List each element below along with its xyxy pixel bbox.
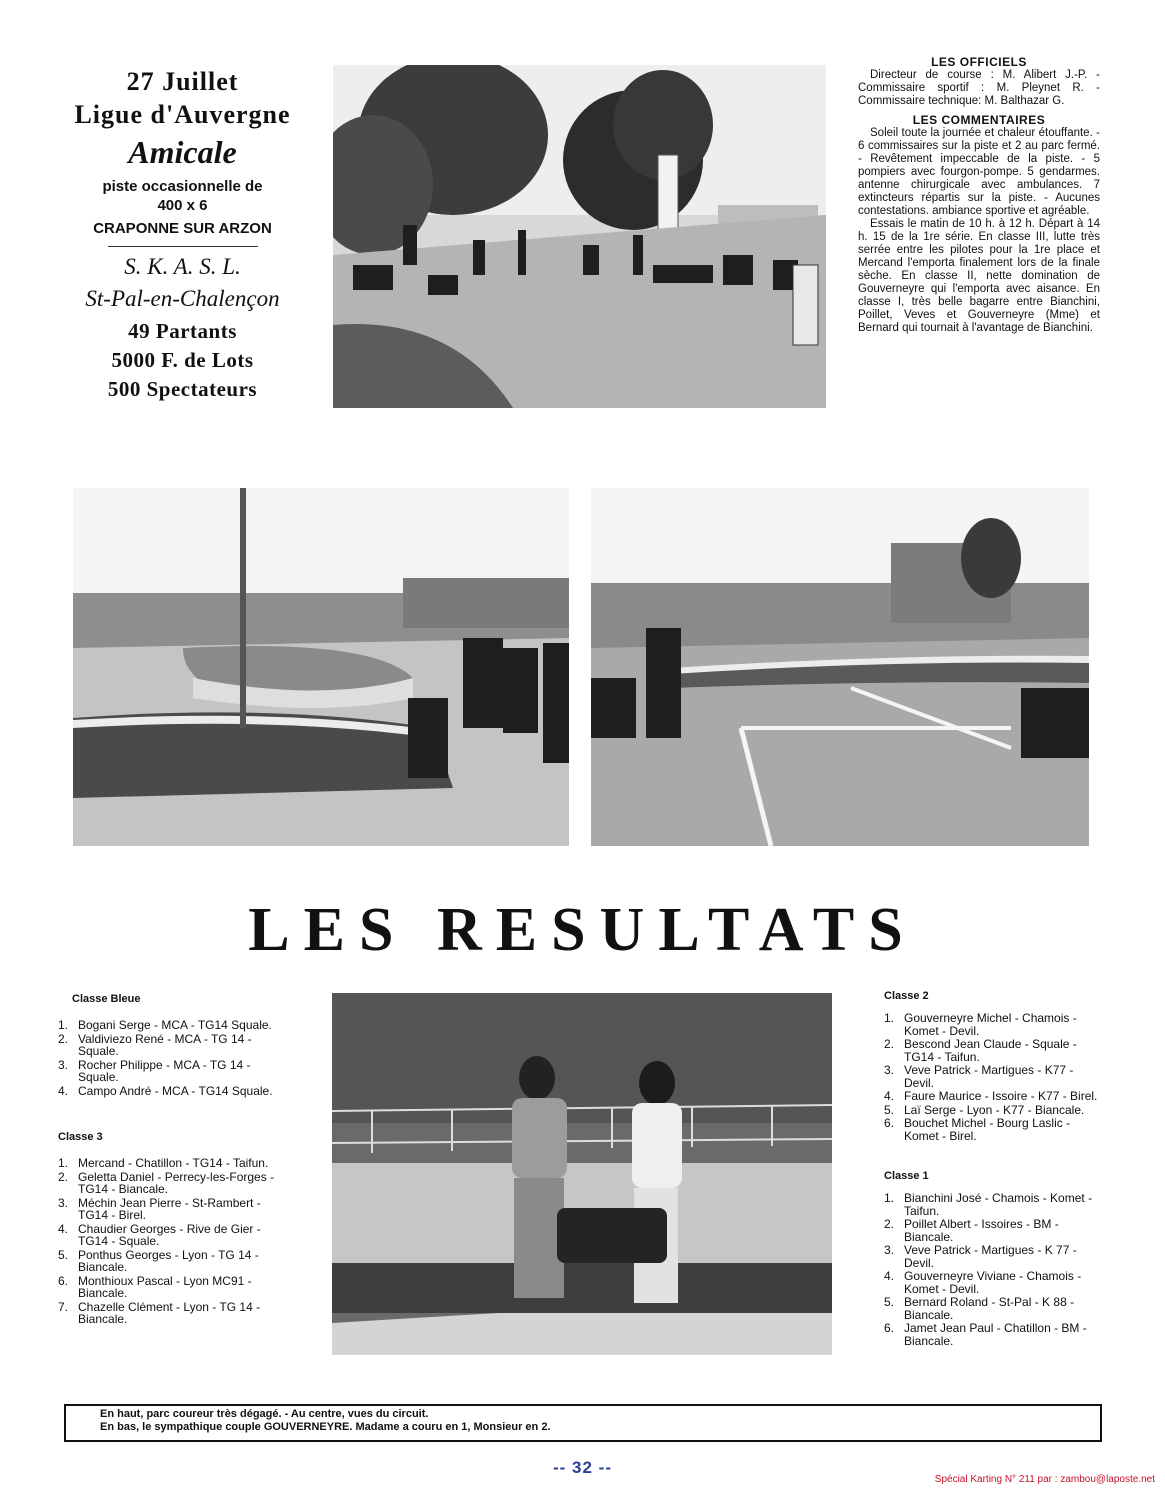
list-item: 3. Veve Patrick - Martigues - K 77 - Devil. bbox=[884, 1243, 1077, 1270]
drivers-couple-photo bbox=[332, 993, 832, 1355]
event-league: Ligue d'Auvergne bbox=[74, 100, 291, 129]
list-item: 4. Chaudier Georges - Rive de Gier - TG14 - Squale. bbox=[58, 1221, 261, 1248]
results-heading: LES RESULTATS bbox=[248, 896, 917, 964]
classe-3-title: Classe 3 bbox=[58, 1131, 103, 1143]
track-description: piste occasionnelle de bbox=[102, 178, 263, 195]
circuit-photo-right bbox=[591, 488, 1089, 846]
circuit-photo-left bbox=[73, 488, 569, 846]
list-item: 4. Faure Maurice - Issoire - K77 - Birel. bbox=[884, 1089, 1098, 1103]
list-item: 5. Bernard Roland - St-Pal - K 88 - Biancale. bbox=[884, 1295, 1075, 1322]
participants-count: 49 Partants bbox=[128, 319, 237, 343]
classe-bleue-title: Classe Bleue bbox=[72, 993, 141, 1005]
list-item: 2. Poillet Albert - Issoires - BM - Biancale. bbox=[884, 1217, 1059, 1244]
comments-paragraph-1: Soleil toute la journée et chaleur étouffante. - 6 commissaires sur la piste et 2 au parc fermé. - Revêtement impeccable de la piste. - 5 pompiers avec fourgon-pompe. 5 gendarmes. antenne chirurgicale avec ambulances. 7 extincteurs répartis sur la piste. - Aucunes contestations. ambiance sportive et agréable. bbox=[858, 127, 1100, 217]
list-item: 1. Gouverneyre Michel - Chamois - Komet - Devil. bbox=[884, 1011, 1077, 1038]
track-location: CRAPONNE SUR ARZON bbox=[93, 220, 272, 237]
scan-credit: Spécial Karting N° 211 par : zambou@laposte.net bbox=[934, 1474, 1155, 1485]
organizing-club: S. K. A. S. L. bbox=[124, 254, 241, 279]
spectators-count: 500 Spectateurs bbox=[107, 377, 258, 401]
list-item: 2. Valdiviezo René - MCA - TG 14 - Squale. bbox=[58, 1031, 252, 1058]
classe-bleue-list bbox=[58, 1019, 278, 1097]
classe-1-list bbox=[884, 1192, 1100, 1347]
officials-title: LES OFFICIELS bbox=[931, 55, 1027, 69]
classe-1-title: Classe 1 bbox=[884, 1170, 929, 1182]
list-item: 5. Ponthus Georges - Lyon - TG 14 - Biancale. bbox=[58, 1247, 259, 1274]
list-item: 3. Rocher Philippe - MCA - TG 14 - Squale. bbox=[58, 1057, 251, 1084]
event-header bbox=[45, 65, 320, 404]
track-size: 400 x 6 bbox=[157, 197, 208, 214]
list-item: 4. Gouverneyre Viviane - Chamois - Komet - Devil. bbox=[884, 1269, 1082, 1296]
page-number: -- 32 -- bbox=[553, 1458, 612, 1477]
list-item: 2. Geletta Daniel - Perrecy-les-Forges - TG14 - Biancale. bbox=[58, 1169, 275, 1196]
caption-line-2: En bas, le sympathique couple GOUVERNEYRE. Madame a couru en 1, Monsieur en 2. bbox=[100, 1421, 551, 1433]
club-town: St-Pal-en-Chalençon bbox=[85, 286, 280, 311]
list-item: 3. Veve Patrick - Martigues - K77 - Devil. bbox=[884, 1063, 1074, 1090]
event-name: Amicale bbox=[128, 134, 237, 170]
results-right-column bbox=[884, 990, 1100, 1348]
event-date: 27 Juillet bbox=[126, 67, 239, 96]
caption-line-1: En haut, parc coureur très dégagé. - Au centre, vues du circuit. bbox=[100, 1408, 429, 1420]
list-item: 6. Monthioux Pascal - Lyon MC91 - Biancale. bbox=[58, 1273, 252, 1300]
officials-text: Directeur de course : M. Alibert J.-P. - Commissaire sportif : M. Pleynet R. - Commissaire technique: M. Balthazar G. bbox=[858, 69, 1100, 107]
photo-caption-box bbox=[64, 1404, 1102, 1442]
comments-title: LES COMMENTAIRES bbox=[912, 113, 1046, 127]
list-item: 1. Bianchini José - Chamois - Komet - Taifun. bbox=[884, 1191, 1093, 1218]
list-item: 3. Méchin Jean Pierre - St-Rambert - TG14 - Birel. bbox=[58, 1195, 261, 1222]
list-item: 4. Campo André - MCA - TG14 Squale. bbox=[58, 1083, 273, 1098]
list-item: 6. Jamet Jean Paul - Chatillon - BM - Biancale. bbox=[884, 1321, 1087, 1348]
comments-paragraph-2: Essais le matin de 10 h. à 12 h. Départ à 14 h. 15 de la 1re série. En classe III, lutte très serrée entre les pilotes pour la 1re place et Mercand l'emporta finalement lors de la finale sèche. En classe II, nette domination de Gouverneyre qui l'emporta avec aisance. En classe I, très belle bagarre entre Bianchini, Poillet, Veves et Gouverneyre (Mme) et Bernard qui tournait à l'avantage de Bianchini. bbox=[858, 218, 1100, 334]
classe-2-title: Classe 2 bbox=[884, 990, 929, 1002]
list-item: 7. Chazelle Clément - Lyon - TG 14 - Biancale. bbox=[58, 1299, 261, 1326]
classe-2-list bbox=[884, 1012, 1100, 1142]
prize-amount: 5000 F. de Lots bbox=[111, 348, 254, 372]
paddock-photo bbox=[333, 65, 826, 408]
list-item: 1. Mercand - Chatillon - TG14 - Taifun. bbox=[58, 1156, 269, 1170]
list-item: 5. Laï Serge - Lyon - K77 - Biancale. bbox=[884, 1102, 1085, 1117]
results-left-column bbox=[58, 993, 278, 1327]
list-item: 1. Bogani Serge - MCA - TG14 Squale. bbox=[58, 1018, 272, 1032]
classe-3-list bbox=[58, 1157, 278, 1326]
officials-section bbox=[858, 56, 1100, 335]
list-item: 6. Bouchet Michel - Bourg Laslic - Komet - Birel. bbox=[884, 1116, 1071, 1143]
list-item: 2. Bescond Jean Claude - Squale - TG14 - Taifun. bbox=[884, 1037, 1077, 1064]
